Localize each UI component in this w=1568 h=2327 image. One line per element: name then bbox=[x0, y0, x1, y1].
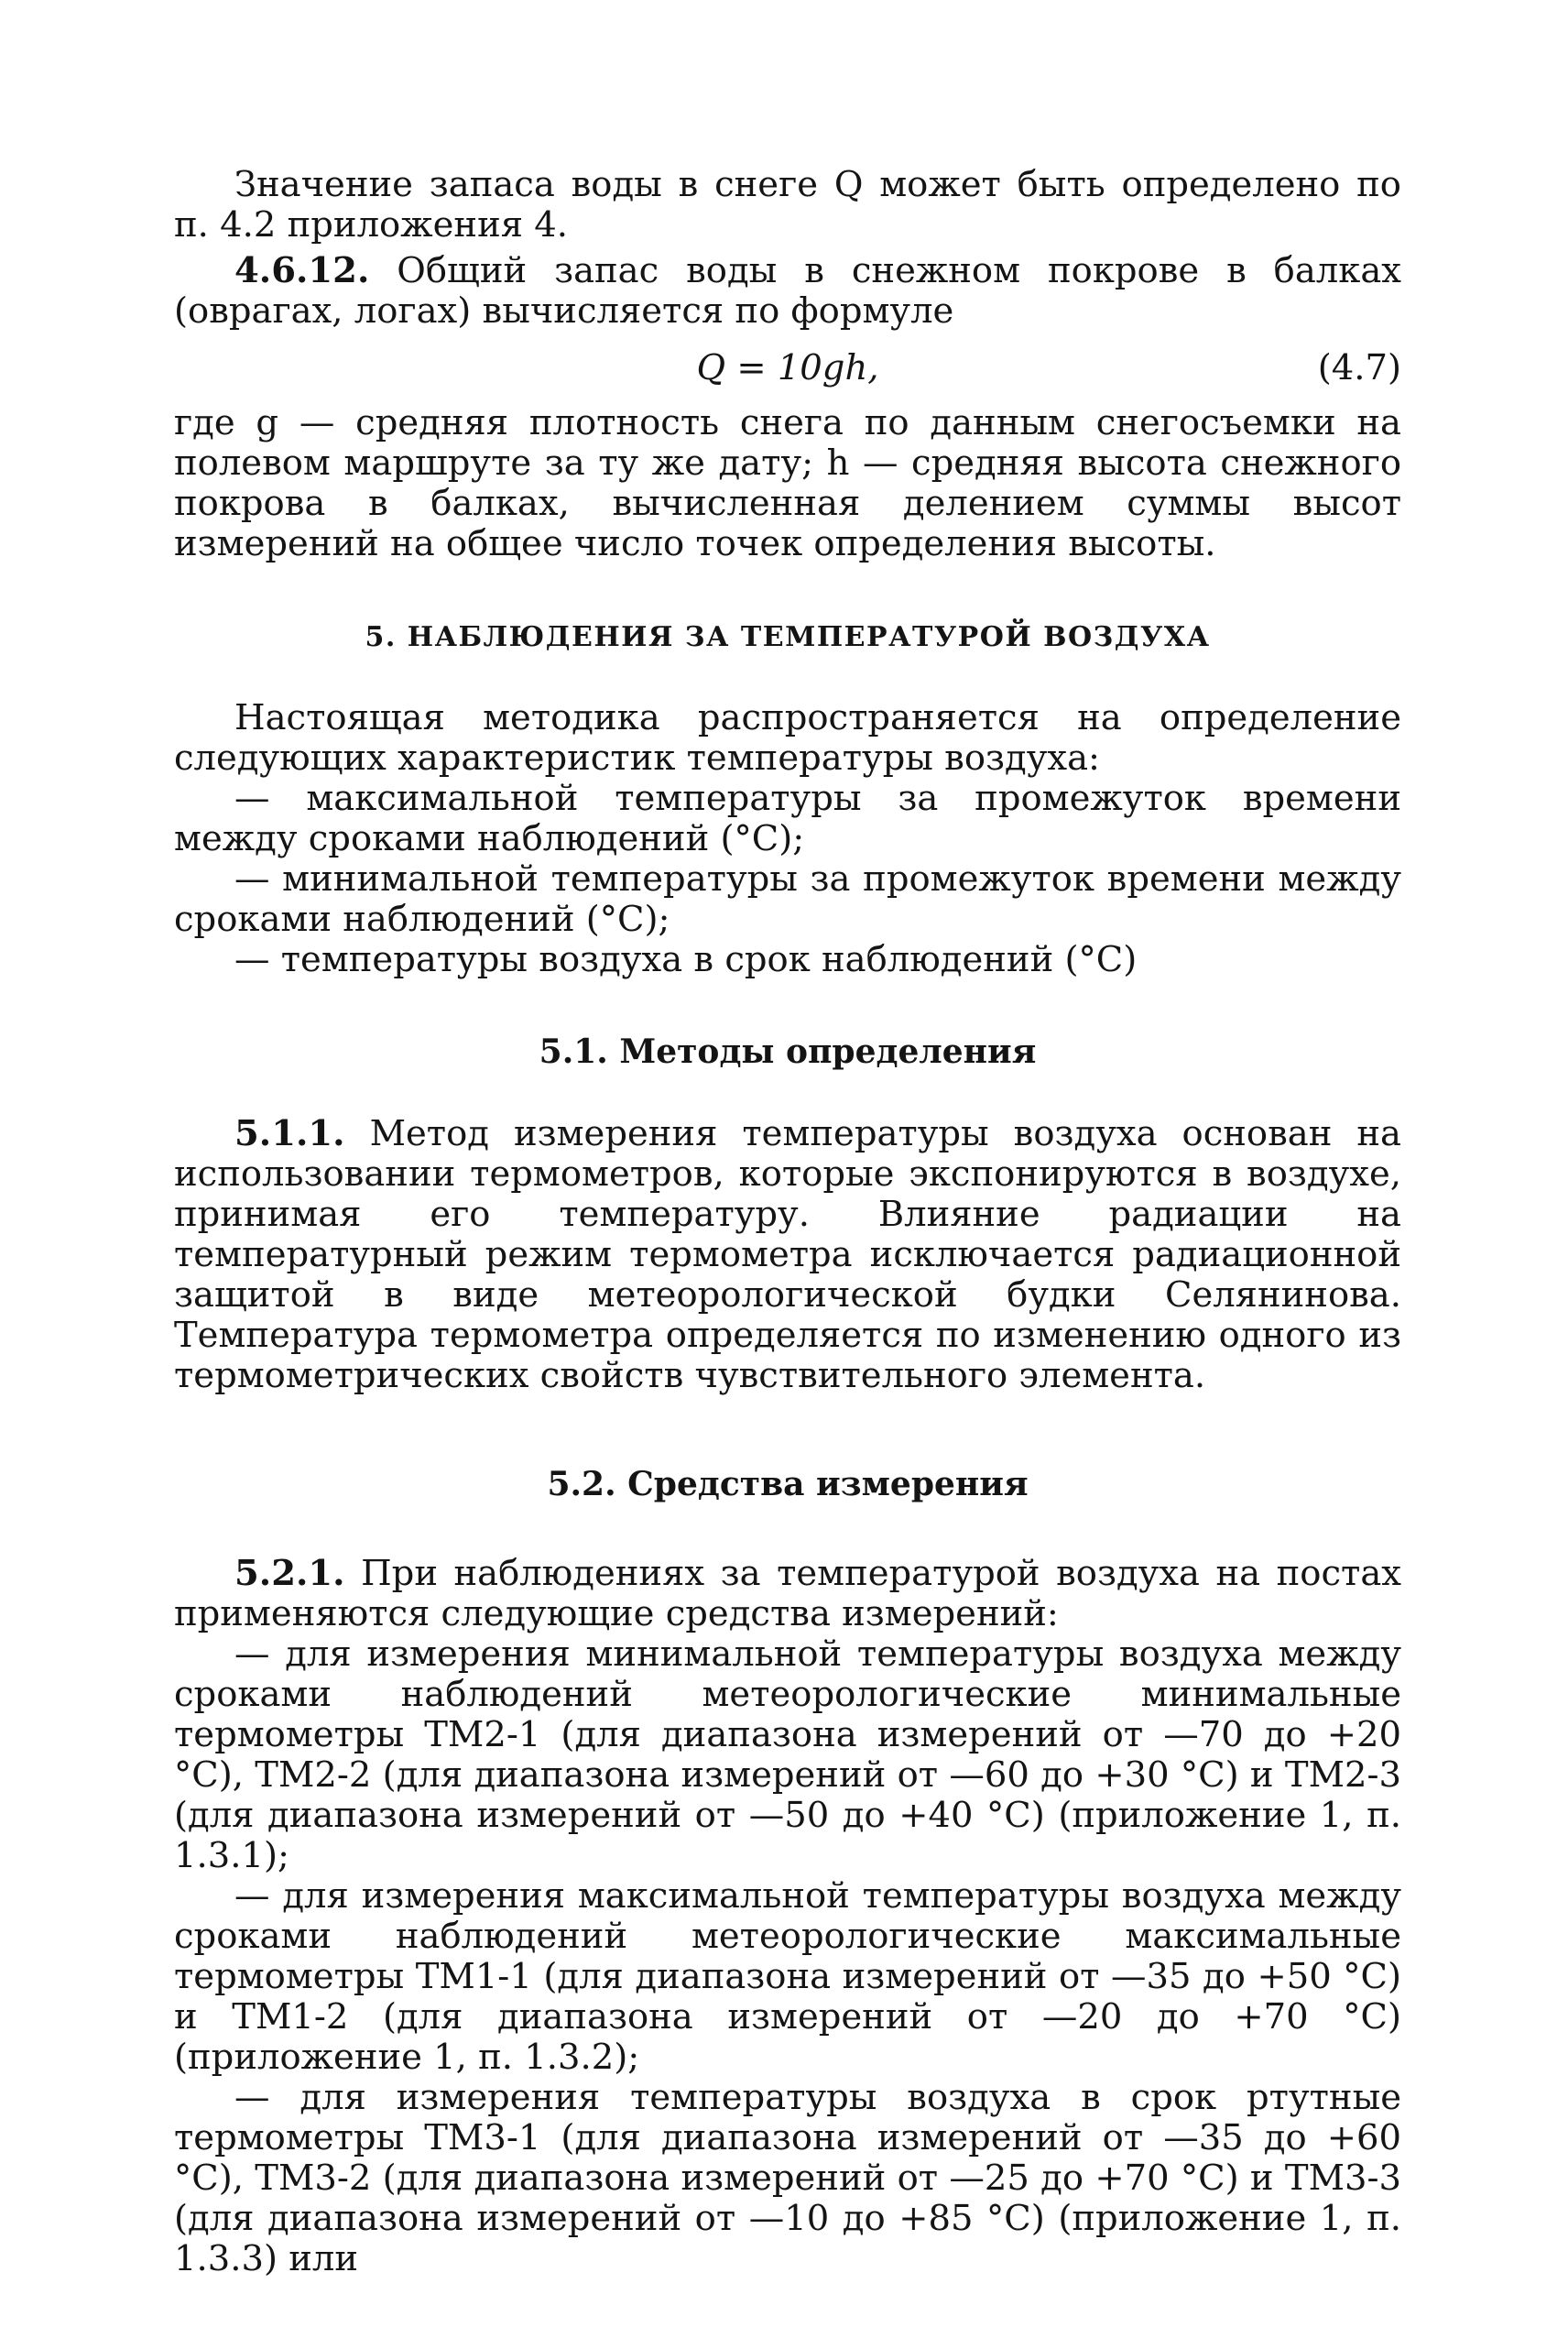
section-5-title: 5. НАБЛЮДЕНИЯ ЗА ТЕМПЕРАТУРОЙ ВОЗДУХА bbox=[365, 621, 1211, 653]
list-item: — для измерения максимальной температуры воздуха между сроками наблюдений метеорологические максимальные термометры ТМ1-1 (для диапазона измерений от —35 до +50 °С) и ТМ1-2 (для диапазона измерений от —20 до +70 °С) (приложение 1, п. 1.3.2); bbox=[174, 1875, 1401, 2078]
item-5-2-1 bbox=[174, 1554, 1401, 1634]
item-text: Метод измерения температуры воздуха основан на использовании термометров, которые экспонируются в воздухе, принимая его температуру. Влияние радиации на температурный режим термометра исключается радиационной защитой в виде метеорологической будки Селянинова. Температура термометра определяется по изменению одного из термометрических свойств чувствительного элемента. bbox=[174, 1113, 1401, 1396]
item-text: Общий запас воды в снежном покрове в балках (оврагах, логах) вычисляется по формуле bbox=[174, 250, 1401, 332]
paragraph-snow-water-reference: Значение запаса воды в снеге Q может быть определено по п. 4.2 приложения 4. bbox=[174, 164, 1401, 246]
formula-number: (4.7) bbox=[1317, 347, 1401, 388]
section-5-1-title: 5.1. Методы определения bbox=[539, 1032, 1037, 1071]
item-number: 5.2.1. bbox=[234, 1553, 345, 1594]
formula-explanation: где g — средняя плотность снега по данным снегосъемки на полевом маршруте за ту же дату; h — средняя высота снежного покрова в балках, вычисленная делением суммы высот измерений на общее число точек определения высоты. bbox=[174, 402, 1401, 564]
text-column bbox=[174, 165, 1401, 2279]
item-number: 5.1.1. bbox=[234, 1113, 345, 1154]
list-item: — для измерения минимальной температуры воздуха между сроками наблюдений метеорологические минимальные термометры ТМ2-1 (для диапазона измерений от —70 до +20 °С), ТМ2-2 (для диапазона измерений от —60 до +30 °С) и ТМ2-3 (для диапазона измерений от —50 до +40 °С) (приложение 1, п. 1.3.1); bbox=[174, 1633, 1401, 1876]
item-4-6-12 bbox=[174, 251, 1401, 332]
list-item: — температуры воздуха в срок наблюдений (°C) bbox=[234, 939, 1138, 980]
formula-expression: Q = 10gh, bbox=[696, 347, 879, 388]
list-item: — максимальной температуры за промежуток времени между сроками наблюдений (°C); bbox=[174, 778, 1401, 859]
section-5-intro: Настоящая методика распространяется на определение следующих характеристик температуры воздуха: bbox=[174, 697, 1401, 779]
item-5-1-1 bbox=[174, 1114, 1401, 1396]
item-number: 4.6.12. bbox=[234, 250, 370, 291]
item-text: При наблюдениях за температурой воздуха на постах применяются следующие средства измерений: bbox=[174, 1553, 1401, 1634]
list-item: — минимальной температуры за промежуток времени между сроками наблюдений (°C); bbox=[174, 858, 1401, 940]
section-5-2-title: 5.2. Средства измерения bbox=[547, 1465, 1029, 1503]
list-item: — для измерения температуры воздуха в срок ртутные термометры ТМ3-1 (для диапазона измерений от —35 до +60 °С), ТМ3-2 (для диапазона измерений от —25 до +70 °С) и ТМ3-3 (для диапазона измерений от —10 до +85 °С) (приложение 1, п. 1.3.3) или bbox=[174, 2077, 1401, 2279]
formula-4-7 bbox=[174, 343, 1401, 394]
